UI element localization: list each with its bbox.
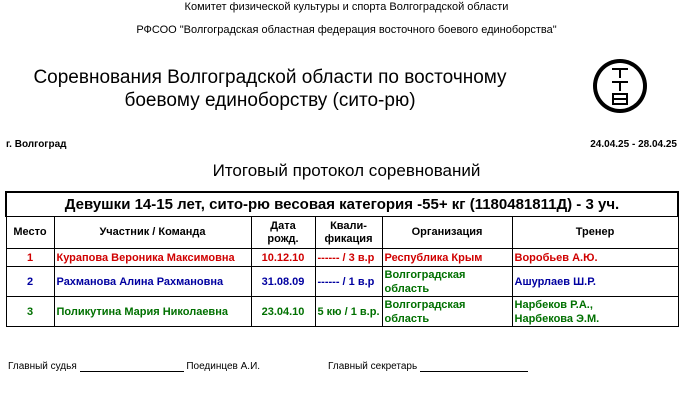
category-row — [6, 192, 678, 217]
row-organization: Волгоградская область — [382, 297, 512, 327]
col-organization: Организация — [382, 217, 512, 249]
row-participant: Курапова Вероника Максимовна — [54, 249, 251, 267]
row-organization: Республика Крым — [382, 249, 512, 267]
row-qualification: 5 кю / 1 в.р. — [315, 297, 382, 327]
col-dob — [251, 217, 315, 249]
row-coach-line2: Нарбекова Э.М. — [514, 312, 600, 325]
row-coach: Ашурлаев Ш.Р. — [512, 267, 678, 297]
competition-title-line1: Соревнования Волгоградской области по восточному — [33, 67, 507, 88]
chief-secretary-signature — [328, 361, 528, 372]
committee-header: Комитет физической культуры и спорта Волгоградской области — [184, 1, 509, 13]
row-coach: Воробьев А.Ю. — [512, 249, 678, 267]
row-dob: 10.12.10 — [251, 249, 315, 267]
signature-line — [80, 361, 184, 372]
row-qualification: ------ / 3 в.р — [315, 249, 382, 267]
table-row — [6, 249, 678, 267]
col-dob-line2: рожд. — [267, 232, 299, 245]
row-qualification: ------ / 1 в.р — [315, 267, 382, 297]
signature-line — [420, 361, 528, 372]
col-qualification — [315, 217, 382, 249]
competition-title — [0, 66, 540, 112]
row-dob: 23.04.10 — [251, 297, 315, 327]
row-participant: Поликутина Мария Николаевна — [54, 297, 251, 327]
chief-judge-signature — [8, 361, 260, 372]
competition-title-line2: боевому единоборству (сито-рю) — [124, 90, 416, 111]
row-dob: 31.08.09 — [251, 267, 315, 297]
row-coach — [512, 297, 678, 327]
chief-judge-name: Поединцев А.И. — [186, 361, 261, 372]
competition-dates: 24.04.25 - 28.04.25 — [590, 139, 677, 150]
table-row — [6, 297, 678, 327]
col-qual-line1: Квали- — [330, 219, 367, 232]
row-place: 2 — [6, 267, 54, 297]
federation-header: РФСОО "Волгоградская областная федерация восточного боевого единоборства" — [136, 24, 557, 36]
row-place: 3 — [6, 297, 54, 327]
row-organization: Волгоградская область — [382, 267, 512, 297]
row-place: 1 — [6, 249, 54, 267]
karate-do-emblem — [582, 57, 658, 115]
city: г. Волгоград — [6, 139, 67, 150]
col-participant: Участник / Команда — [54, 217, 251, 249]
results-table — [5, 191, 679, 327]
chief-judge-label: Главный судья — [8, 361, 77, 372]
row-participant: Рахманова Алина Рахмановна — [54, 267, 251, 297]
col-qual-line2: фикация — [324, 232, 373, 245]
table-row — [6, 267, 678, 297]
row-coach-line1: Нарбеков Р.А., — [514, 298, 593, 311]
protocol-title: Итоговый протокол соревнований — [212, 161, 481, 180]
chief-secretary-label: Главный секретарь — [328, 361, 418, 372]
category-title: Девушки 14-15 лет, сито-рю весовая категория -55+ кг (1180481811Д) - 3 уч. — [6, 192, 678, 217]
col-coach: Тренер — [512, 217, 678, 249]
col-place: Место — [6, 217, 54, 249]
col-dob-line1: Дата — [270, 219, 296, 232]
header-row — [6, 217, 678, 249]
